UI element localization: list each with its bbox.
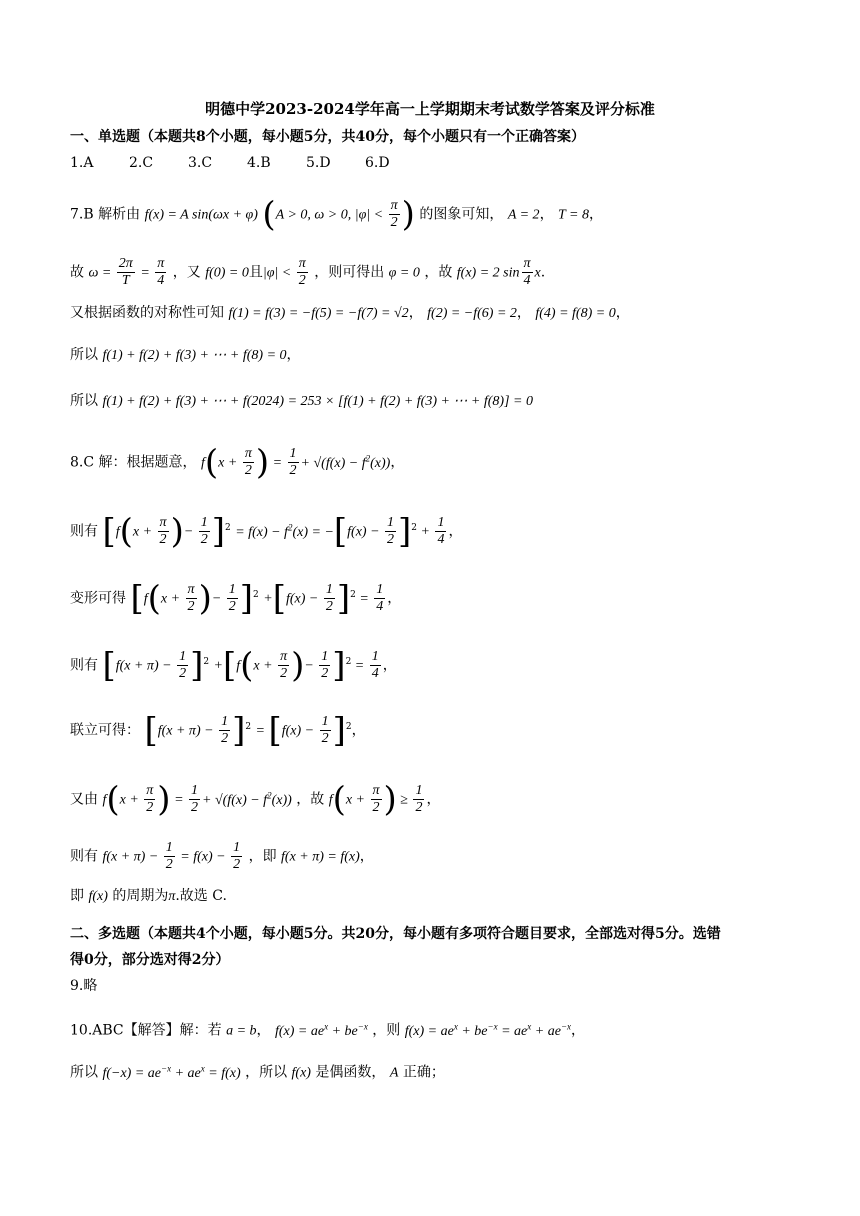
q10-line-2: 所以 $f(-x) = ae^{-x} + ae^x = f(x)$ ，所以 f(x) 是偶函数， A 正确； (70, 1063, 445, 1081)
answer-1: 1.A (70, 155, 94, 171)
q10-text: 10.ABC【解答】解：若 (70, 1022, 222, 1039)
q10-text: ，则 (372, 1022, 401, 1039)
q8-line-5: 联立可得： [f(x + π) − $\frac{1}{2}$ ]$^2$ = [f(x) − $\frac{1}{2}$ ]$^2$， (70, 710, 366, 751)
q10-text: 正确； (402, 1064, 445, 1081)
answer-5: 5.D (306, 155, 331, 171)
q9: 9.略 (70, 978, 98, 994)
q7-line-4: 所以 f(1) + f(2) + f(3) + ⋯ + f(8) = 0， (70, 347, 301, 363)
section-1-heading: 一、单选题（本题共8个小题，每小题5分，共40分，每个小题只有一个正确答案） (70, 129, 585, 145)
q10-text: A (389, 1065, 399, 1081)
formula: f(x) = A sin(ωx + φ) (144, 207, 258, 223)
q7-text: 又根据函数的对称性可知 (70, 305, 224, 321)
answer-2: 2.C (129, 155, 154, 171)
q8-line-3: 变形可得 [f(x + $\frac{\pi}{2}$ )− $\frac{1}{2}$ ]$^2$ +[f(x) − $\frac{1}{2}$ ]$^2$ = $\frac{1}{4}$ ， (70, 578, 402, 619)
q8-line-8: 即 f(x) 的周期为π.故选 C. (70, 888, 227, 904)
q7-text: 所以 (70, 347, 98, 363)
section-2-heading: 二、多选题（本题共4个小题，每小题5分。共20分，每小题有多项符合题目要求，全部选对得5分。选错 (70, 926, 721, 942)
q7-text: ，则可得出 (314, 264, 385, 281)
q8-line-6: 又由 f(x + $\frac{\pi}{2}$ ) = $\frac{1}{2}$ + $√(f(x) - f^2(x))$ ，故 f(x + $\frac{\pi}{2}$ ) ≥ $\frac{1}{2}$ ， (70, 779, 441, 820)
q8-text: 又由 (70, 791, 98, 808)
q8-text: .故选 C. (175, 888, 227, 904)
answer-list (70, 153, 424, 173)
q8-line-7: 则有 f(x + π) − $\frac{1}{2}$ = f(x) − $\frac{1}{2}$ ，即 f(x + π) = f(x)， (70, 840, 374, 872)
q7-text: 所以 (70, 393, 98, 409)
q8-text: ，故 (296, 791, 325, 808)
q8-text: 即 (70, 888, 84, 904)
q8-line-1: 8.C 解：根据题意， f(x + $\frac{\pi}{2}$ ) = $\frac{1}{2}$ + $√(f(x) - f^2(x))$， (70, 442, 405, 483)
q8-text: 则有 (70, 523, 98, 540)
q10-text: 所以 (70, 1064, 98, 1081)
q8-text: 8.C 解：根据题意， (70, 454, 197, 471)
q8-line-2: 则有 [f(x + $\frac{\pi}{2}$ )− $\frac{1}{2}$ ]$^2 = f(x) - f^2(x) = -[f(x)$ − $\frac{1}{2}$ ]$^2$ + $\frac{1}{4}$ ， (70, 511, 463, 552)
q8-text: 则有 (70, 657, 98, 674)
answer-3: 3.C (188, 155, 213, 171)
q7-text: ，又 (172, 264, 201, 281)
q7-text: ，故 (424, 264, 453, 281)
q7-text: 的图象可知， (419, 206, 504, 223)
q8-text: 则有 (70, 848, 98, 865)
q10-text: ，所以 (245, 1064, 288, 1081)
q7-line-3: 又根据函数的对称性可知 f(1) = f(3) = −f(5) = −f(7) = √2， f(2) = −f(6) = 2， f(4) = f(8) = 0， (70, 305, 630, 321)
q10-text: 是偶函数， (315, 1064, 386, 1081)
q7-text: 7.B 解析由 (70, 206, 141, 223)
q7-line-2: 故 ω = $\frac{2\pi}{T}$ = $\frac{\pi}{4}$ ，又 f(0) = 0且|φ| < $\frac{\pi}{2}$ ，则可得出 φ = 0 ，故 f(x) = 2 sin $\frac{\pi}{4}$ x. (70, 256, 546, 288)
answer-4: 4.B (247, 155, 271, 171)
q8-text: 联立可得： (70, 722, 140, 739)
formula: φ = 0 (388, 265, 420, 281)
q8-line-4: 则有 [f(x + π) − $\frac{1}{2}$ ]$^2$ +[f(x + $\frac{\pi}{2}$ )− $\frac{1}{2}$ ]$^2$ = $\frac{1}{4}$ ， (70, 645, 397, 686)
q7-text: 故 (70, 264, 84, 281)
q10-line-1: 10.ABC【解答】解：若 a = b， $f(x) = ae^x + be^{-x}$ ，则 $f(x) = ae^x + be^{-x} = ae^x + ae^{-x}$， (70, 1021, 586, 1039)
q7-line-1: 7.B 解析由 f(x) = A sin(ωx + φ) (A > 0, ω > 0, |φ| < $\frac{\pi}{2}$ ) 的图象可知， A = 2， T = 8， (70, 194, 603, 235)
page-title: 明德中学2023-2024学年高一上学期期末考试数学答案及评分标准 (205, 100, 655, 118)
q8-text: 变形可得 (70, 590, 126, 607)
formula: T = 8 (558, 207, 589, 223)
q8-text: ，即 (248, 848, 277, 865)
formula: A = 2 (507, 207, 540, 223)
section-2-heading-cont: 得0分，部分选对得2分） (70, 952, 230, 968)
q7-line-5: 所以 f(1) + f(2) + f(3) + ⋯ + f(2024) = 253 × [f(1) + f(2) + f(3) + ⋯ + f(8)] = 0 (70, 393, 533, 409)
answer-6: 6.D (365, 155, 390, 171)
q8-text: 的周期为 (112, 888, 169, 904)
